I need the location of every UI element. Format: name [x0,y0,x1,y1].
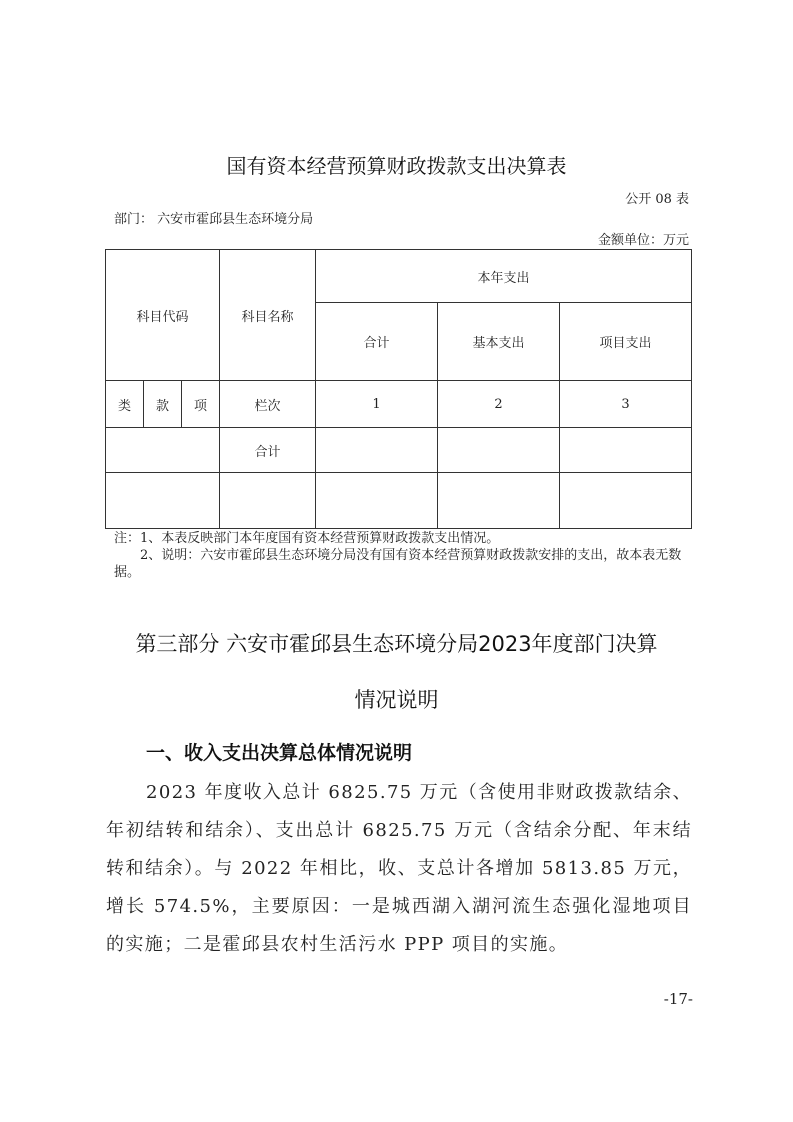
sub-xiang: 项 [182,381,220,428]
table-row-empty [106,473,692,529]
table-row-total [106,428,692,473]
page-number: -17- [663,990,693,1008]
cell-empty [106,473,220,529]
cell-empty [560,428,692,473]
cell-empty [560,473,692,529]
note-1: 注：1、本表反映部门本年度国有资本经营预算财政拨款支出情况。 [114,531,500,546]
row-total-label: 合计 [220,428,316,473]
header-total: 合计 [316,303,438,381]
unit-label: 金额单位：万元 [597,233,689,248]
expenditure-table [105,249,692,529]
sub-lei: 类 [106,381,144,428]
sub-lanci: 栏次 [220,381,316,428]
header-project: 项目支出 [560,303,692,381]
part-heading: 第三部分 六安市霍邱县生态环境分局2023年度部门决算 [135,632,658,656]
note-2: 2、说明：六安市霍邱县生态环境分局没有国有资本经营预算财政拨款安排的支出，故本表无数据。 [114,548,682,580]
sub-kuan: 款 [144,381,182,428]
table-title: 国有资本经营预算财政拨款支出决算表 [226,154,567,178]
col-2: 2 [438,381,560,428]
cell-empty [220,473,316,529]
part-heading-continued: 情况说明 [354,688,439,712]
department-label: 部门： 六安市霍邱县生态环境分局 [114,212,314,227]
cell-empty [438,428,560,473]
col-3: 3 [560,381,692,428]
body-paragraph: 2023 年度收入总计 6825.75 万元（含使用非财政拨款结余、年初结转和结余）、支出总计 6825.75 万元（含结余分配、年末结转和结余）。与 2022 年相比，收、支总计各增加 5813.85 万元，增长 574.5%，主要原因：一是城西湖入湖河流生态强化湿地项目的实施；二是霍邱县农村生活污水 PPP 项目的实施。 [106,782,692,955]
header-year-expenditure: 本年支出 [316,250,692,303]
header-code: 科目代码 [106,250,220,381]
table-notes [114,530,694,581]
cell-empty [316,428,438,473]
header-basic: 基本支出 [438,303,560,381]
header-name: 科目名称 [220,250,316,381]
col-1: 1 [316,381,438,428]
cell-empty [438,473,560,529]
table-code: 公开 08 表 [625,192,689,207]
section-heading: 一、收入支出决算总体情况说明 [146,742,413,764]
cell-empty [106,428,220,473]
cell-empty [316,473,438,529]
